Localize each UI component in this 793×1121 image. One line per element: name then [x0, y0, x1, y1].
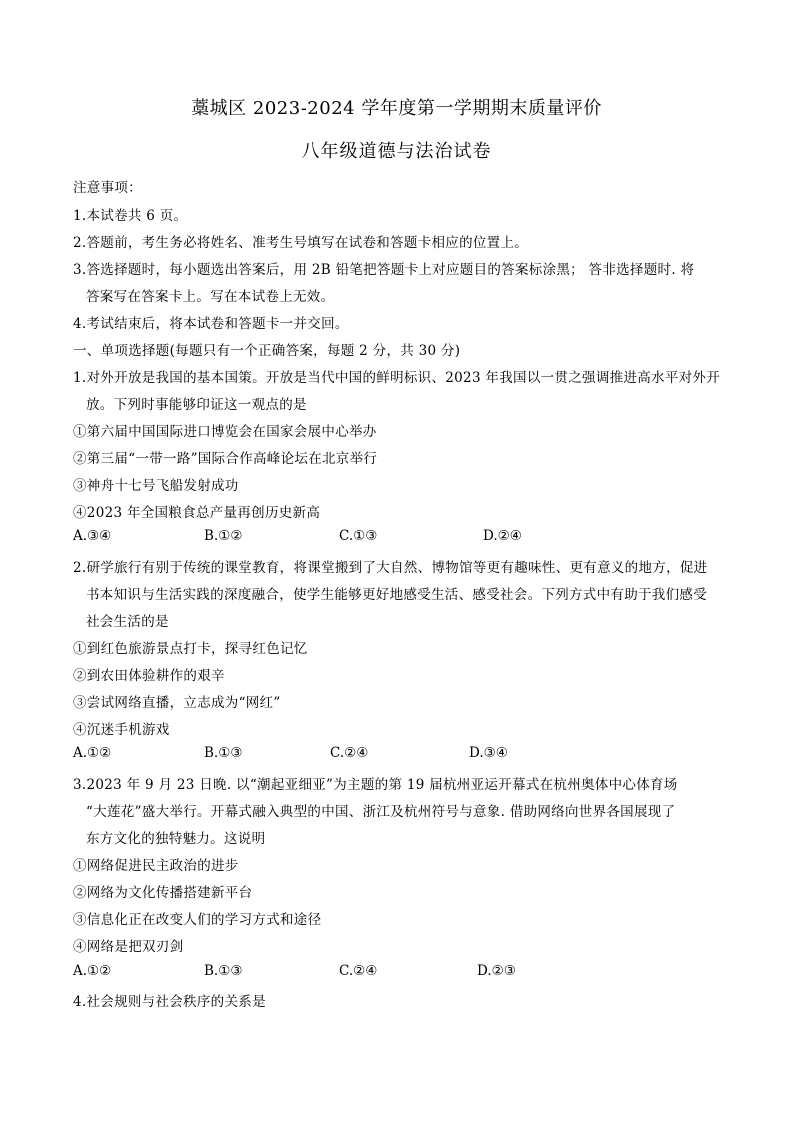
question-3-item: ④网络是把双刃剑: [73, 939, 184, 955]
notice-item: 2.答题前，考生务必将姓名、准考生号填写在试卷和答题卡相应的位置上。: [73, 235, 529, 251]
question-2-option-c: C.②④: [330, 745, 369, 761]
notice-item: 3.答选择题时，每小题选出答案后，用 2B 铅笔把答题卡上对应题目的答案标涂黑； 答非选择题时. 将: [73, 262, 695, 278]
question-1-option-a: A.③④: [73, 528, 112, 544]
question-1-item: ①第六届中国国际进口博览会在国家会展中心举办: [73, 424, 377, 440]
question-3-stem-continued: “大莲花”盛大举行。开幕式融入典型的中国、浙江及杭州符号与意象. 借助网络向世界各国展现了: [86, 804, 676, 820]
question-1-option-c: C.①③: [339, 528, 378, 544]
question-1-item: ④2023 年全国粮食总产量再创历史新高: [73, 505, 321, 521]
exam-subtitle: 八年级道德与法治试卷: [301, 141, 492, 162]
question-2-option-b: B.①③: [204, 745, 243, 761]
question-2-item: ③尝试网络直播，立志成为“网红”: [73, 695, 281, 711]
question-1-item: ②第三届“一带一路”国际合作高峰论坛在北京举行: [73, 451, 378, 467]
question-3-option-d: D.②③: [477, 963, 516, 979]
section-heading: 一、单项选择题(每题只有一个正确答案，每题 2 分，共 30 分): [73, 343, 461, 359]
question-3-stem-continued: 东方文化的独特魅力。这说明: [86, 831, 266, 847]
question-1-item: ③神舟十七号飞船发射成功: [73, 478, 239, 494]
question-3-item: ③信息化正在改变人们的学习方式和途径: [73, 912, 322, 928]
question-2-stem: 2.研学旅行有别于传统的课堂教育，将课堂搬到了大自然、博物馆等更有趣味性、更有意义的地方，促进: [73, 560, 708, 576]
question-2-option-d: D.③④: [469, 745, 508, 761]
question-2-option-a: A.①②: [73, 745, 112, 761]
question-3-option-b: B.①③: [204, 963, 243, 979]
question-2-stem-continued: 书本知识与生活实践的深度融合，使学生能够更好地感受生活、感受社会。下列方式中有助于我们感受: [86, 587, 707, 603]
question-1-stem-continued: 放。下列时事能够印证这一观点的是: [86, 397, 307, 413]
question-2-item: ④沉迷手机游戏: [73, 722, 170, 738]
question-3-item: ②网络为文化传播搭建新平台: [73, 885, 253, 901]
notice-item: 1.本试卷共 6 页。: [73, 208, 188, 224]
exam-title: 藁城区 2023-2024 学年度第一学期期末质量评价: [191, 98, 602, 119]
question-1-stem: 1.对外开放是我国的基本国策。开放是当代中国的鲜明标识、2023 年我国以一贯之强调推进高水平对外开: [73, 370, 721, 386]
notice-heading: 注意事项：: [73, 180, 142, 196]
question-2-item: ①到红色旅游景点打卡，探寻红色记忆: [73, 641, 308, 657]
notice-item: 4.考试结束后，将本试卷和答题卡一并交回。: [73, 316, 349, 332]
question-3-stem: 3.2023 年 9 月 23 日晚. 以“潮起亚细亚”为主题的第 19 届杭州亚运开幕式在杭州奥体中心体育场: [73, 777, 678, 793]
question-3-item: ①网络促进民主政治的进步: [73, 858, 239, 874]
question-1-option-b: B.①②: [204, 528, 243, 544]
question-2-item: ②到农田体验耕作的艰辛: [73, 668, 225, 684]
notice-item-continued: 答案写在答案卡上。写在本试卷上无效。: [86, 289, 335, 305]
question-3-option-a: A.①②: [73, 963, 112, 979]
question-2-stem-continued: 社会生活的是: [86, 614, 169, 630]
question-3-option-c: C.②④: [339, 963, 378, 979]
question-4-stem: 4.社会规则与社会秩序的关系是: [73, 994, 266, 1010]
question-1-option-d: D.②④: [483, 528, 522, 544]
